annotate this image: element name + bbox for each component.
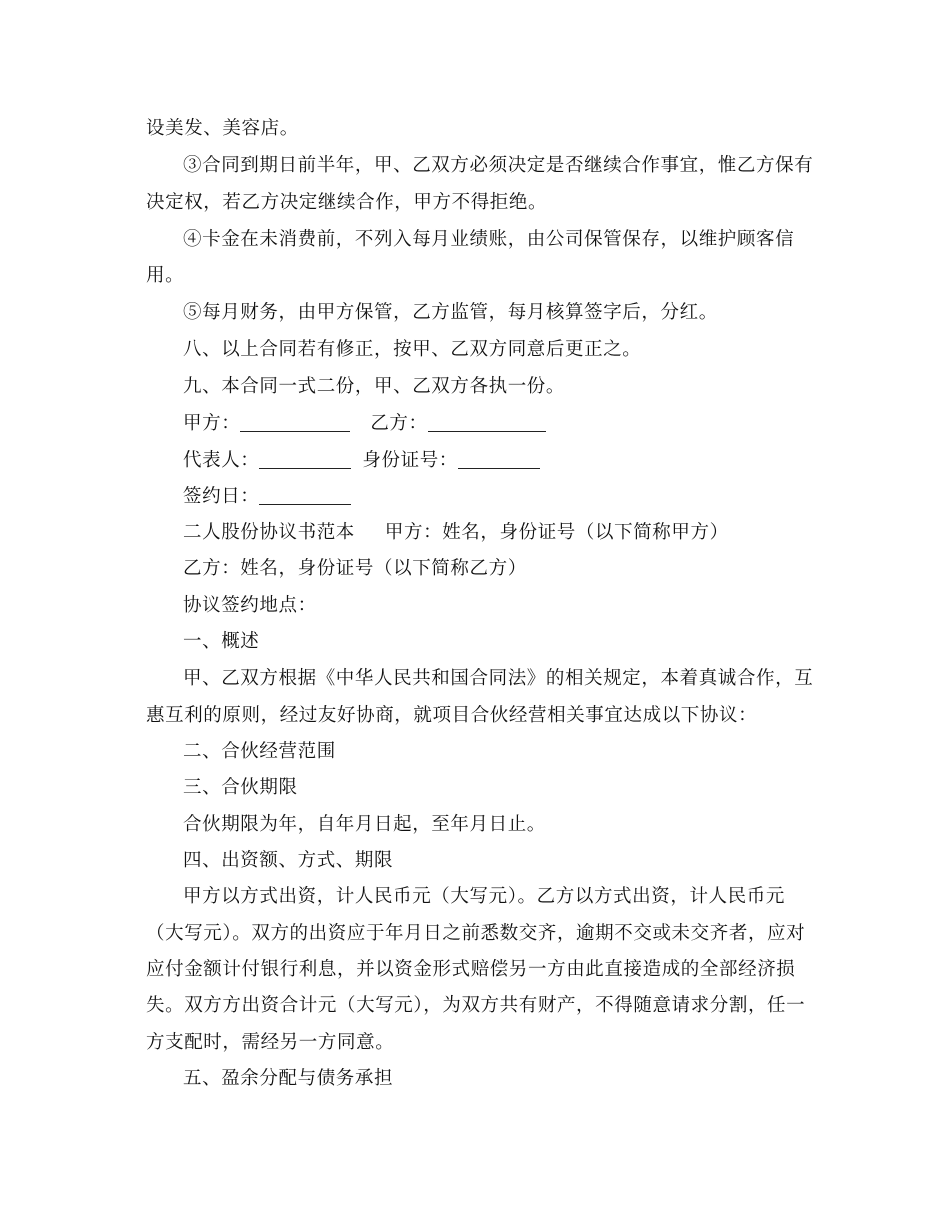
paragraph-line: 设美发、美容店。	[146, 118, 299, 139]
section-4-line-2: （大写元）。双方的出资应于年月日之前悉数交齐，逾期不交或未交齐者，应对	[146, 923, 806, 944]
section-4-line-1: 甲方以方式出资，计人民币元（大写元）。乙方以方式出资，计人民币元	[183, 886, 785, 907]
signing-date-blank	[259, 486, 351, 505]
representative-blank	[259, 450, 351, 469]
signature-date-row	[183, 484, 843, 510]
party-a-info: 甲方：姓名，身份证号（以下简称甲方）	[384, 522, 729, 543]
signature-representative-row	[183, 448, 843, 474]
section-4-line-4: 失。双方方出资合计元（大写元），为双方共有财产，不得随意请求分割，任一	[146, 995, 806, 1016]
clause-4-line-1: ④卡金在未消费前，不列入每月业绩账，由公司保管保存，以维护顾客信	[183, 229, 795, 250]
agreement-title: 二人股份协议书范本	[183, 522, 355, 543]
clause-5-line: ⑤每月财务，由甲方保管，乙方监管，每月核算签字后，分红。	[183, 302, 718, 323]
signing-date-label: 签约日：	[183, 486, 260, 507]
section-3-heading: 三、合伙期限	[183, 777, 298, 798]
party-b-info: 乙方：姓名，身份证号（以下简称乙方）	[183, 558, 527, 579]
party-a-blank	[240, 413, 350, 432]
clause-4-line-2: 用。	[146, 265, 185, 286]
representative-label: 代表人：	[183, 450, 260, 471]
id-number-label: 身份证号：	[362, 450, 458, 471]
section-1-heading: 一、概述	[183, 631, 260, 652]
party-b-blank	[428, 413, 546, 432]
party-a-label: 甲方：	[183, 413, 241, 434]
section-1-line-1: 甲、乙双方根据《中华人民共和国合同法》的相关规定，本着真诚合作，互	[183, 668, 814, 689]
signing-location: 协议签约地点：	[183, 595, 317, 616]
article-9-line: 九、本合同一式二份，甲、乙双方各执一份。	[183, 376, 566, 397]
clause-3-line-1: ③合同到期日前半年，甲、乙双方必须决定是否继续合作事宜，惟乙方保有	[183, 155, 814, 176]
clause-3-line-2: 决定权，若乙方决定继续合作，甲方不得拒绝。	[146, 192, 548, 213]
party-b-label: 乙方：	[370, 413, 428, 434]
section-3-body: 合伙期限为年，自年月日起，至年月日止。	[183, 814, 546, 835]
section-4-line-5: 方支配时，需经另一方同意。	[146, 1032, 395, 1053]
section-1-line-2: 惠互利的原则，经过友好协商，就项目合伙经营相关事宜达成以下协议：	[146, 705, 758, 726]
section-4-line-3: 应付金额计付银行利息，并以资金形式赔偿另一方由此直接造成的全部经济损	[146, 959, 796, 980]
id-number-blank	[458, 450, 540, 469]
signature-parties-row	[183, 411, 843, 437]
article-8-line: 八、以上合同若有修正，按甲、乙双方同意后更正之。	[183, 339, 642, 360]
agreement-heading-row	[183, 520, 843, 546]
section-4-heading: 四、出资额、方式、期限	[183, 850, 394, 871]
section-2-heading: 二、合伙经营范围	[183, 741, 336, 762]
section-5-heading: 五、盈余分配与债务承担	[183, 1068, 394, 1089]
